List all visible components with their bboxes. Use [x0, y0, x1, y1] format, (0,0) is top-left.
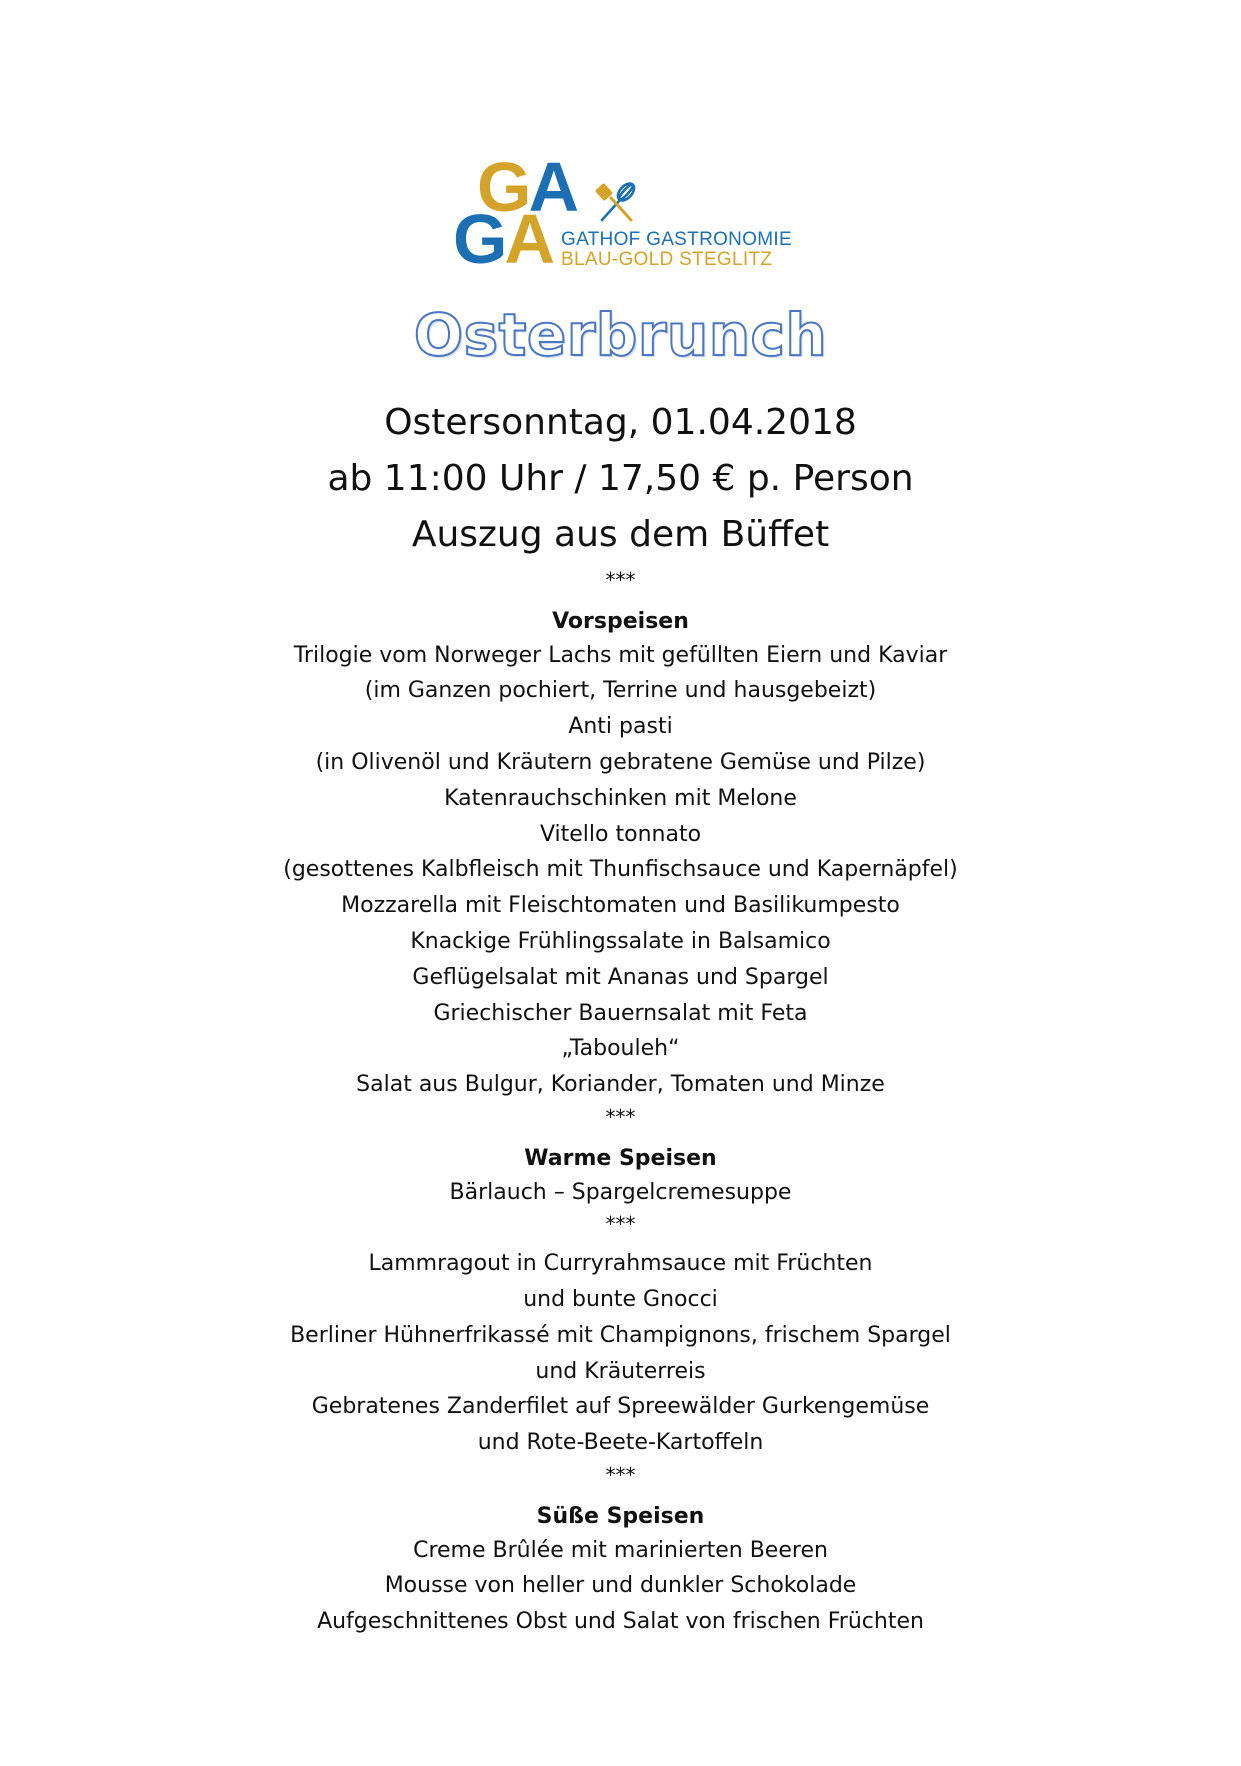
- menu-item: Mozzarella mit Fleischtomaten und Basilikumpesto: [341, 893, 900, 919]
- menu-item: Knackige Frühlingssalate in Balsamico: [410, 928, 831, 954]
- menu-item: Aufgeschnittenes Obst und Salat von frischen Früchten: [317, 1609, 924, 1635]
- page-title: Osterbrunch: [413, 301, 828, 369]
- menu-item: (gesottenes Kalbfleisch mit Thunfischsauce und Kapernäpfel): [283, 857, 958, 883]
- menu-item: Griechischer Bauernsalat mit Feta: [433, 1000, 808, 1026]
- separator: ***: [605, 1104, 636, 1129]
- menu-item: und bunte Gnocci: [523, 1286, 718, 1312]
- separator: ***: [605, 1212, 636, 1237]
- menu-item: Anti pasti: [568, 714, 673, 740]
- section-title-vorspeisen: Vorspeisen: [552, 608, 689, 634]
- logo-brand-line2: BLAU-GOLD STEGLITZ: [561, 249, 773, 270]
- menu-item: Katenrauchschinken mit Melone: [444, 785, 797, 811]
- menu-item: Gebratenes Zanderfilet auf Spreewälder Gurkengemüse: [311, 1394, 930, 1420]
- section-title-suesse-speisen: Süße Speisen: [536, 1503, 705, 1529]
- menu-item: (im Ganzen pochiert, Terrine und hausgebeizt): [364, 678, 877, 704]
- menu-item: Vitello tonnato: [539, 821, 702, 847]
- logo: [453, 148, 793, 278]
- menu-item-soup: Bärlauch – Spargelcremesuppe: [449, 1179, 792, 1205]
- separator: ***: [605, 1462, 636, 1487]
- menu-item: Salat aus Bulgur, Koriander, Tomaten und Minze: [356, 1072, 885, 1098]
- time-and-price: ab 11:00 Uhr / 17,50 € p. Person: [327, 458, 914, 499]
- menu: [0, 566, 1241, 1640]
- menu-item: und Kräuterreis: [535, 1358, 706, 1384]
- event-date: Ostersonntag, 01.04.2018: [384, 402, 857, 443]
- utensils-icon: [593, 180, 639, 226]
- menu-item: und Rote-Beete-Kartoffeln: [477, 1430, 764, 1456]
- menu-item: Berliner Hühnerfrikassé mit Champignons, frischem Spargel: [290, 1322, 951, 1348]
- menu-item: „Tabouleh“: [561, 1036, 680, 1062]
- menu-item: Creme Brûlée mit marinierten Beeren: [413, 1537, 828, 1563]
- menu-item: Geflügelsalat mit Ananas und Spargel: [412, 964, 829, 990]
- menu-item: Trilogie vom Norweger Lachs mit gefüllten Eiern und Kaviar: [293, 642, 948, 668]
- menu-item: (in Olivenöl und Kräutern gebratene Gemüse und Pilze): [315, 749, 926, 775]
- menu-item: Lammragout in Curryrahmsauce mit Früchten: [368, 1251, 873, 1277]
- logo-letters-bottom: GA: [453, 200, 553, 278]
- section-title-warme-speisen: Warme Speisen: [524, 1145, 717, 1171]
- menu-item: Mousse von heller und dunkler Schokolade: [384, 1573, 857, 1599]
- logo-letters-top: GA: [477, 148, 577, 226]
- buffet-intro: Auszug aus dem Büffet: [411, 514, 830, 555]
- logo-brand-line1: GATHOF GASTRONOMIE: [561, 229, 792, 250]
- separator: ***: [605, 568, 636, 592]
